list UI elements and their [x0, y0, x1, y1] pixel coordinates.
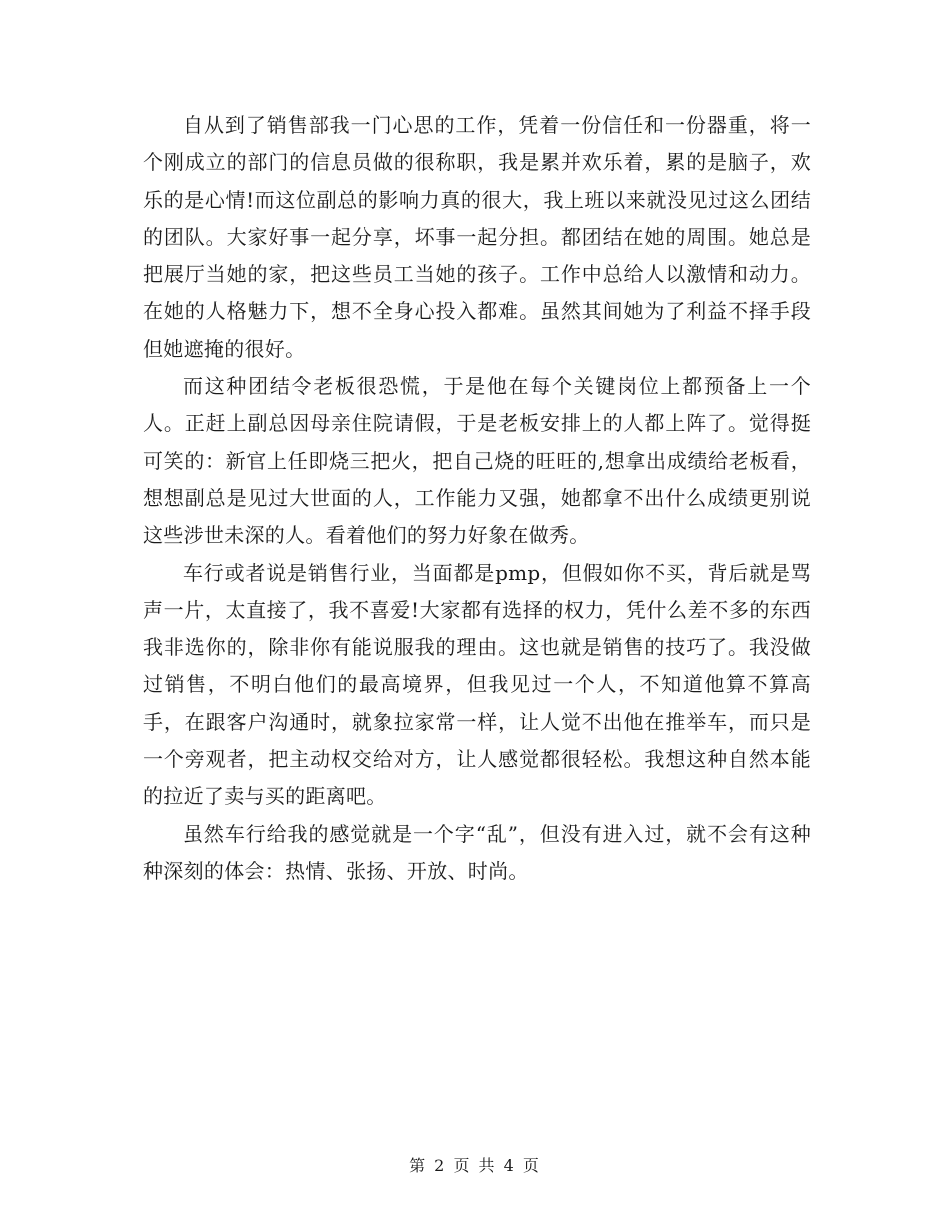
- page-number-footer: 第 2 页 共 4 页: [409, 1156, 541, 1175]
- document-body: [143, 107, 811, 890]
- paragraph-1: 自从到了销售部我一门心思的工作，凭着一份信任和一份器重，将一个刚成立的部门的信息员做的很称职，我是累并欢乐着，累的是脑子，欢乐的是心情!而这位副总的影响力真的很大，我上班以来就没见过这么团结的团队。大家好事一起分享，坏事一起分担。都团结在她的周围。她总是把展厅当她的家，把这些员工当她的孩子。工作中总给人以激情和动力。在她的人格魅力下，想不全身心投入都难。虽然其间她为了利益不择手段但她遮掩的很好。: [143, 113, 811, 361]
- paragraph-2: 而这种团结令老板很恐慌，于是他在每个关键岗位上都预备上一个人。正赶上副总因母亲住院请假，于是老板安排上的人都上阵了。觉得挺可笑的：新官上任即烧三把火，把自己烧的旺旺的,想拿出成绩给老板看，想想副总是见过大世面的人，工作能力又强，她都拿不出什么成绩更别说这些涉世未深的人。看着他们的努力好象在做秀。: [143, 374, 811, 548]
- paragraph-3: 车行或者说是销售行业，当面都是pmp，但假如你不买，背后就是骂声一片，太直接了，我不喜爱!大家都有选择的权力，凭什么差不多的东西我非选你的，除非你有能说服我的理由。这也就是销售的技巧了。我没做过销售，不明白他们的最高境界，但我见过一个人，不知道他算不算高手，在跟客户沟通时，就象拉家常一样，让人觉不出他在推举车，而只是一个旁观者，把主动权交给对方，让人感觉都很轻松。我想这种自然本能的拉近了卖与买的距离吧。: [143, 560, 811, 809]
- paragraph-4: 虽然车行给我的感觉就是一个字“乱”，但没有进入过，就不会有这种种深刻的体会：热情、张扬、开放、时尚。: [143, 821, 811, 883]
